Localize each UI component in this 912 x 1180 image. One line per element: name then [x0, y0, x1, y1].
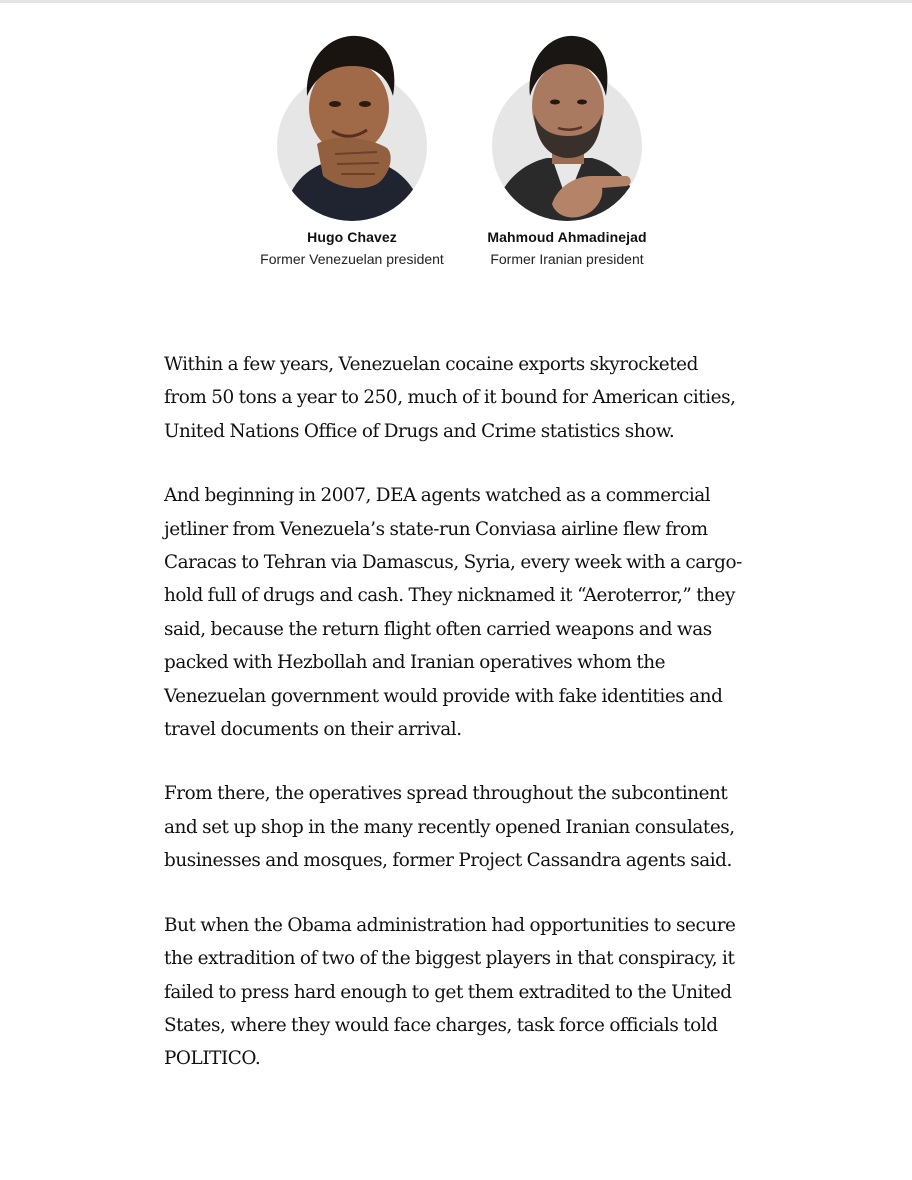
profile-card-chavez: [237, 26, 467, 267]
profile-row: [0, 26, 912, 286]
top-divider: [0, 0, 912, 3]
article-body: [164, 348, 744, 1107]
article-paragraph: From there, the operatives spread throughout the subcontinent and set up shop in the many recently opened Iranian consulates, businesses and mosques, former Project Cassandra agents said.: [164, 783, 735, 872]
article-paragraph: Within a few years, Venezuelan cocaine exports skyrocketed from 50 tons a year to 250, much of it bound for American cities, United Nations Office of Drugs and Crime statistics show.: [164, 354, 736, 442]
profile-role: Former Venezuelan president: [260, 251, 444, 267]
article-paragraph: But when the Obama administration had opportunities to secure the extradition of two of the biggest players in that conspiracy, it failed to press hard enough to get them extradited to the United States, where they would face charges, task force officials told POLITICO.: [164, 914, 736, 1070]
profile-card-ahmadinejad: [452, 26, 682, 267]
profile-role: Former Iranian president: [490, 251, 644, 267]
article-paragraph: And beginning in 2007, DEA agents watched as a commercial jetliner from Venezuela’s state-run Conviasa airline flew from Caracas to Tehran via Damascus, Syria, every week with a cargo-hold full of drugs and cash. They nicknamed it “Aeroterror,” they said, because the return flight often carried weapons and was packed with Hezbollah and Iranian operatives whom the Venezuelan government would provide with fake identities and travel documents on their arrival.: [164, 485, 742, 741]
portrait-hugo-chavez-icon: [277, 26, 427, 221]
portrait-mahmoud-ahmadinejad-icon: [492, 26, 642, 221]
profile-name: Hugo Chavez: [307, 229, 397, 245]
profile-name: Mahmoud Ahmadinejad: [487, 229, 647, 245]
